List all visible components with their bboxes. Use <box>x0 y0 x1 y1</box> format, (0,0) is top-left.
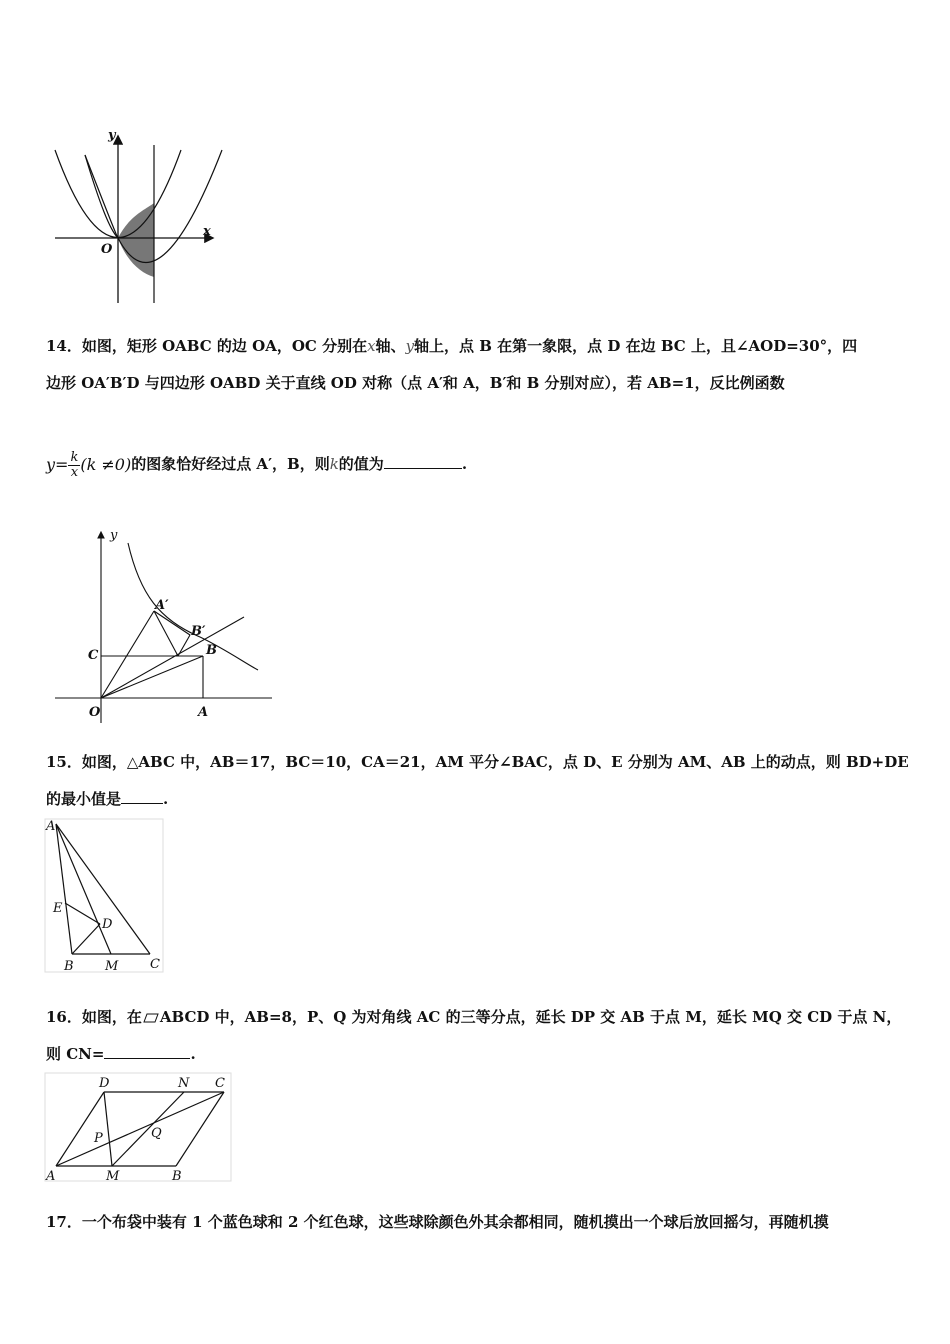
q15-number: 15． <box>46 753 82 771</box>
label-b: B <box>64 959 74 974</box>
label-a: A <box>46 1169 56 1184</box>
q16-number: 16． <box>46 1008 82 1026</box>
label-y: y <box>108 128 116 143</box>
label-o: O <box>101 242 113 257</box>
segment-oa-prime <box>101 611 154 698</box>
q14-line3: y= $\frac{k}{x}$ (k ≠0)的图象恰好经过点 A′，B，则k的值为 . <box>46 450 468 480</box>
label-c: C <box>215 1076 225 1091</box>
segment-ob <box>101 656 203 698</box>
segment-a-prime-d <box>154 611 178 656</box>
answer-blank-q14[interactable] <box>384 454 462 469</box>
formula-inverse-proportion: y= $\frac{k}{x}$ (k ≠0) <box>46 450 132 480</box>
label-o: O <box>89 705 101 720</box>
label-n: N <box>178 1076 190 1091</box>
q14-line2: 边形 OA′B′D 与四边形 OABD 关于直线 OD 对称（点 A′和 A，B′和 B 分别对应），若 AB=1，反比例函数 <box>46 374 785 392</box>
answer-blank-q15[interactable] <box>121 789 163 804</box>
hyperbola <box>128 543 258 670</box>
label-x: x <box>203 224 211 239</box>
label-a: A <box>198 705 209 720</box>
q16-line2: 则 CN= . <box>46 1045 196 1063</box>
label-m: M <box>105 959 119 974</box>
var-x: x <box>367 337 376 355</box>
line-od <box>101 617 244 698</box>
figure-q16-parallelogram <box>44 1072 234 1184</box>
q17-line1: 17．一个布袋中装有 1 个蓝色球和 2 个红色球，这些球除颜色外其余都相同，随机摸出一个球后放回摇匀，再随机摸 <box>46 1213 829 1231</box>
figure-q14-rectangle-hyperbola <box>50 525 280 725</box>
segment-bd <box>72 924 100 954</box>
q14-line1: 14．如图，矩形 OABC 的边 OA，OC 分别在x轴、y轴上，点 B 在第一象限，点 D 在边 BC 上，且∠AOD=30°，四 <box>46 337 858 355</box>
label-b-prime: B′ <box>191 624 206 639</box>
figure-q13-parabolas <box>50 125 230 310</box>
q16-line1: 16．如图，在 ABCD 中，AB=8，P、Q 为对角线 AC 的三等分点，延长 DP 交 AB 于点 M，延长 MQ 交 CD 于点 N， <box>46 1008 902 1026</box>
label-b: B <box>172 1169 182 1184</box>
label-a-prime: A′ <box>155 598 169 613</box>
label-c: C <box>88 648 99 663</box>
q14-number: 14． <box>46 337 82 355</box>
parallelogram-icon <box>143 1013 159 1023</box>
segment-ed <box>65 903 100 924</box>
var-k: k <box>329 455 339 473</box>
label-p: P <box>94 1131 103 1146</box>
q15-line2: 的最小值是 . <box>46 790 169 808</box>
label-m: M <box>106 1169 120 1184</box>
label-a: A <box>46 819 56 834</box>
label-b: B <box>206 643 217 658</box>
segment-dm <box>104 1092 112 1166</box>
q17-number: 17． <box>46 1213 82 1231</box>
label-e: E <box>53 901 63 916</box>
label-c: C <box>150 957 160 972</box>
segment-mn <box>112 1092 184 1166</box>
q15-line1: 15．如图，△ABC 中，AB＝17，BC＝10，CA＝21，AM 平分∠BAC，点 D、E 分别为 AM、AB 上的动点，则 BD+DE <box>46 753 909 771</box>
label-q: Q <box>151 1126 162 1141</box>
var-y: y <box>405 337 415 355</box>
segment-a-prime-b-prime <box>154 611 190 635</box>
label-d: D <box>99 1076 110 1091</box>
label-d: D <box>102 917 113 932</box>
shaded-region <box>118 203 154 277</box>
answer-blank-q16[interactable] <box>104 1044 190 1059</box>
label-y: y <box>110 528 118 543</box>
figure-q15-triangle <box>44 818 169 976</box>
diagonal-ac <box>56 1092 224 1166</box>
